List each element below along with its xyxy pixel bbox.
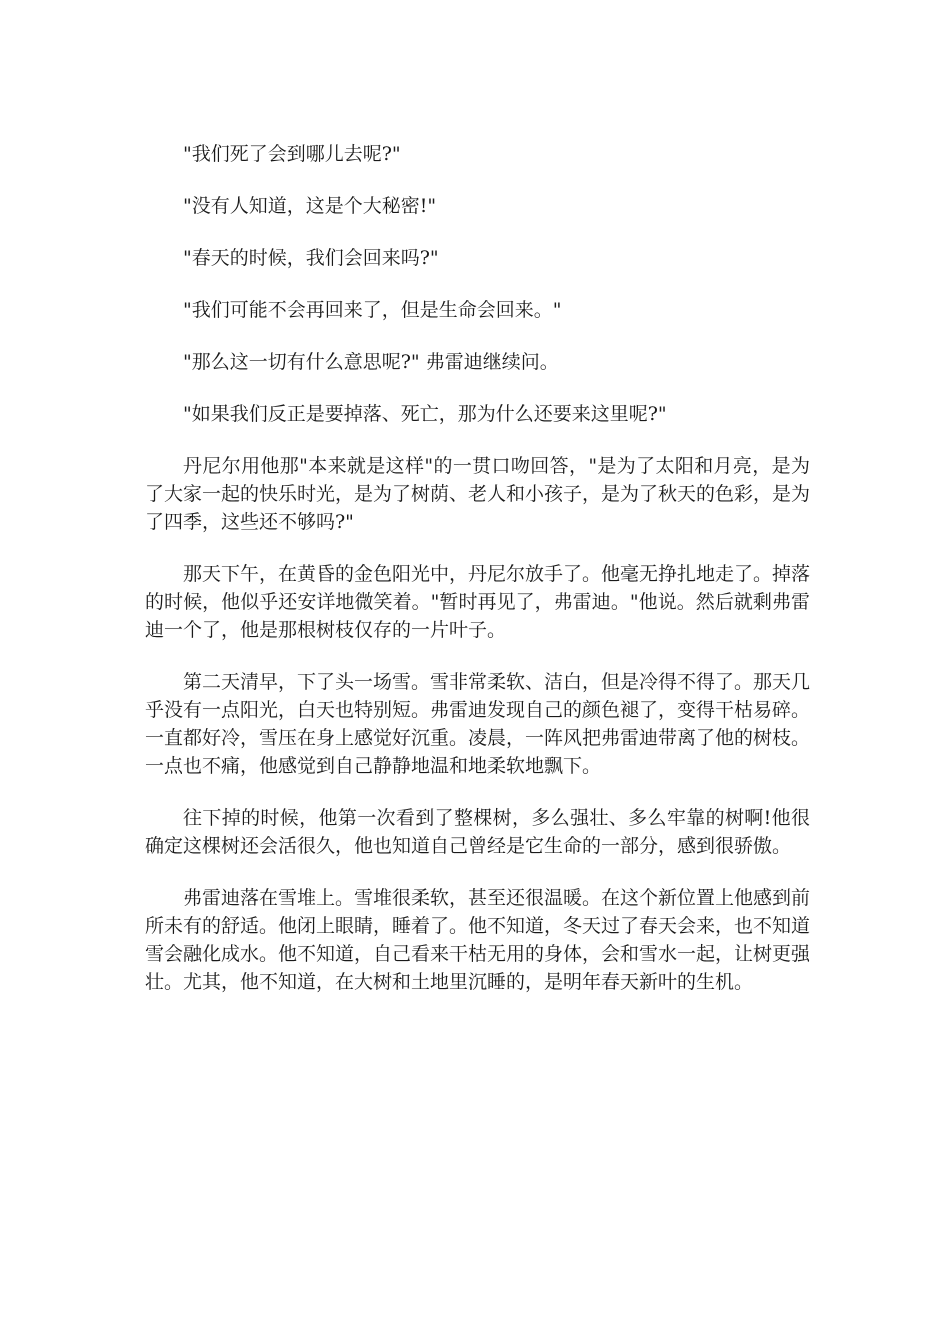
paragraph-9: 第二天清早，下了头一场雪。雪非常柔软、洁白，但是冷得不得了。那天几乎没有一点阳光，白天也特别短。弗雷迪发现自己的颜色褪了，变得干枯易碎。一直都好冷，雪压在身上感觉好沉重。凌晨，一阵风把弗雷迪带离了他的树枝。一点也不痛，他感觉到自己静静地温和地柔软地飘下。: [145, 671, 811, 777]
paragraph-10: 往下掉的时候，他第一次看到了整棵树，多么强壮、多么牢靠的树啊!他很确定这棵树还会活很久，他也知道自己曾经是它生命的一部分，感到很骄傲。: [145, 807, 810, 857]
paragraph-3: "春天的时候，我们会回来吗?": [183, 247, 439, 269]
paragraph-6: "如果我们反正是要掉落、死亡，那为什么还要来这里呢?": [183, 403, 667, 425]
paragraph-4: "我们可能不会再回来了，但是生命会回来。": [183, 299, 562, 321]
paragraph-1: "我们死了会到哪儿去呢?": [183, 143, 401, 165]
paragraph-8: 那天下午，在黄昏的金色阳光中，丹尼尔放手了。他毫无挣扎地走了。掉落的时候，他似乎还安详地微笑着。"暂时再见了，弗雷迪。"他说。然后就剩弗雷迪一个了，他是那根树枝仅存的一片叶子。: [145, 563, 811, 641]
paragraph-2: "没有人知道，这是个大秘密!": [183, 195, 437, 217]
paragraph-11: 弗雷迪落在雪堆上。雪堆很柔软，甚至还很温暖。在这个新位置上他感到前所未有的舒适。他闭上眼睛，睡着了。他不知道，冬天过了春天会来，也不知道雪会融化成水。他不知道，自己看来干枯无用的身体，会和雪水一起，让树更强壮。尤其，他不知道，在大树和土地里沉睡的，是明年春天新叶的生机。: [145, 887, 811, 993]
paragraph-5: "那么这一切有什么意思呢?" 弗雷迪继续问。: [183, 351, 559, 373]
story-text: [145, 140, 810, 1020]
paragraph-7: 丹尼尔用他那"本来就是这样"的一贯口吻回答，"是为了太阳和月亮，是为了大家一起的快乐时光，是为了树荫、老人和小孩子，是为了秋天的色彩，是为了四季，这些还不够吗?": [145, 455, 811, 533]
